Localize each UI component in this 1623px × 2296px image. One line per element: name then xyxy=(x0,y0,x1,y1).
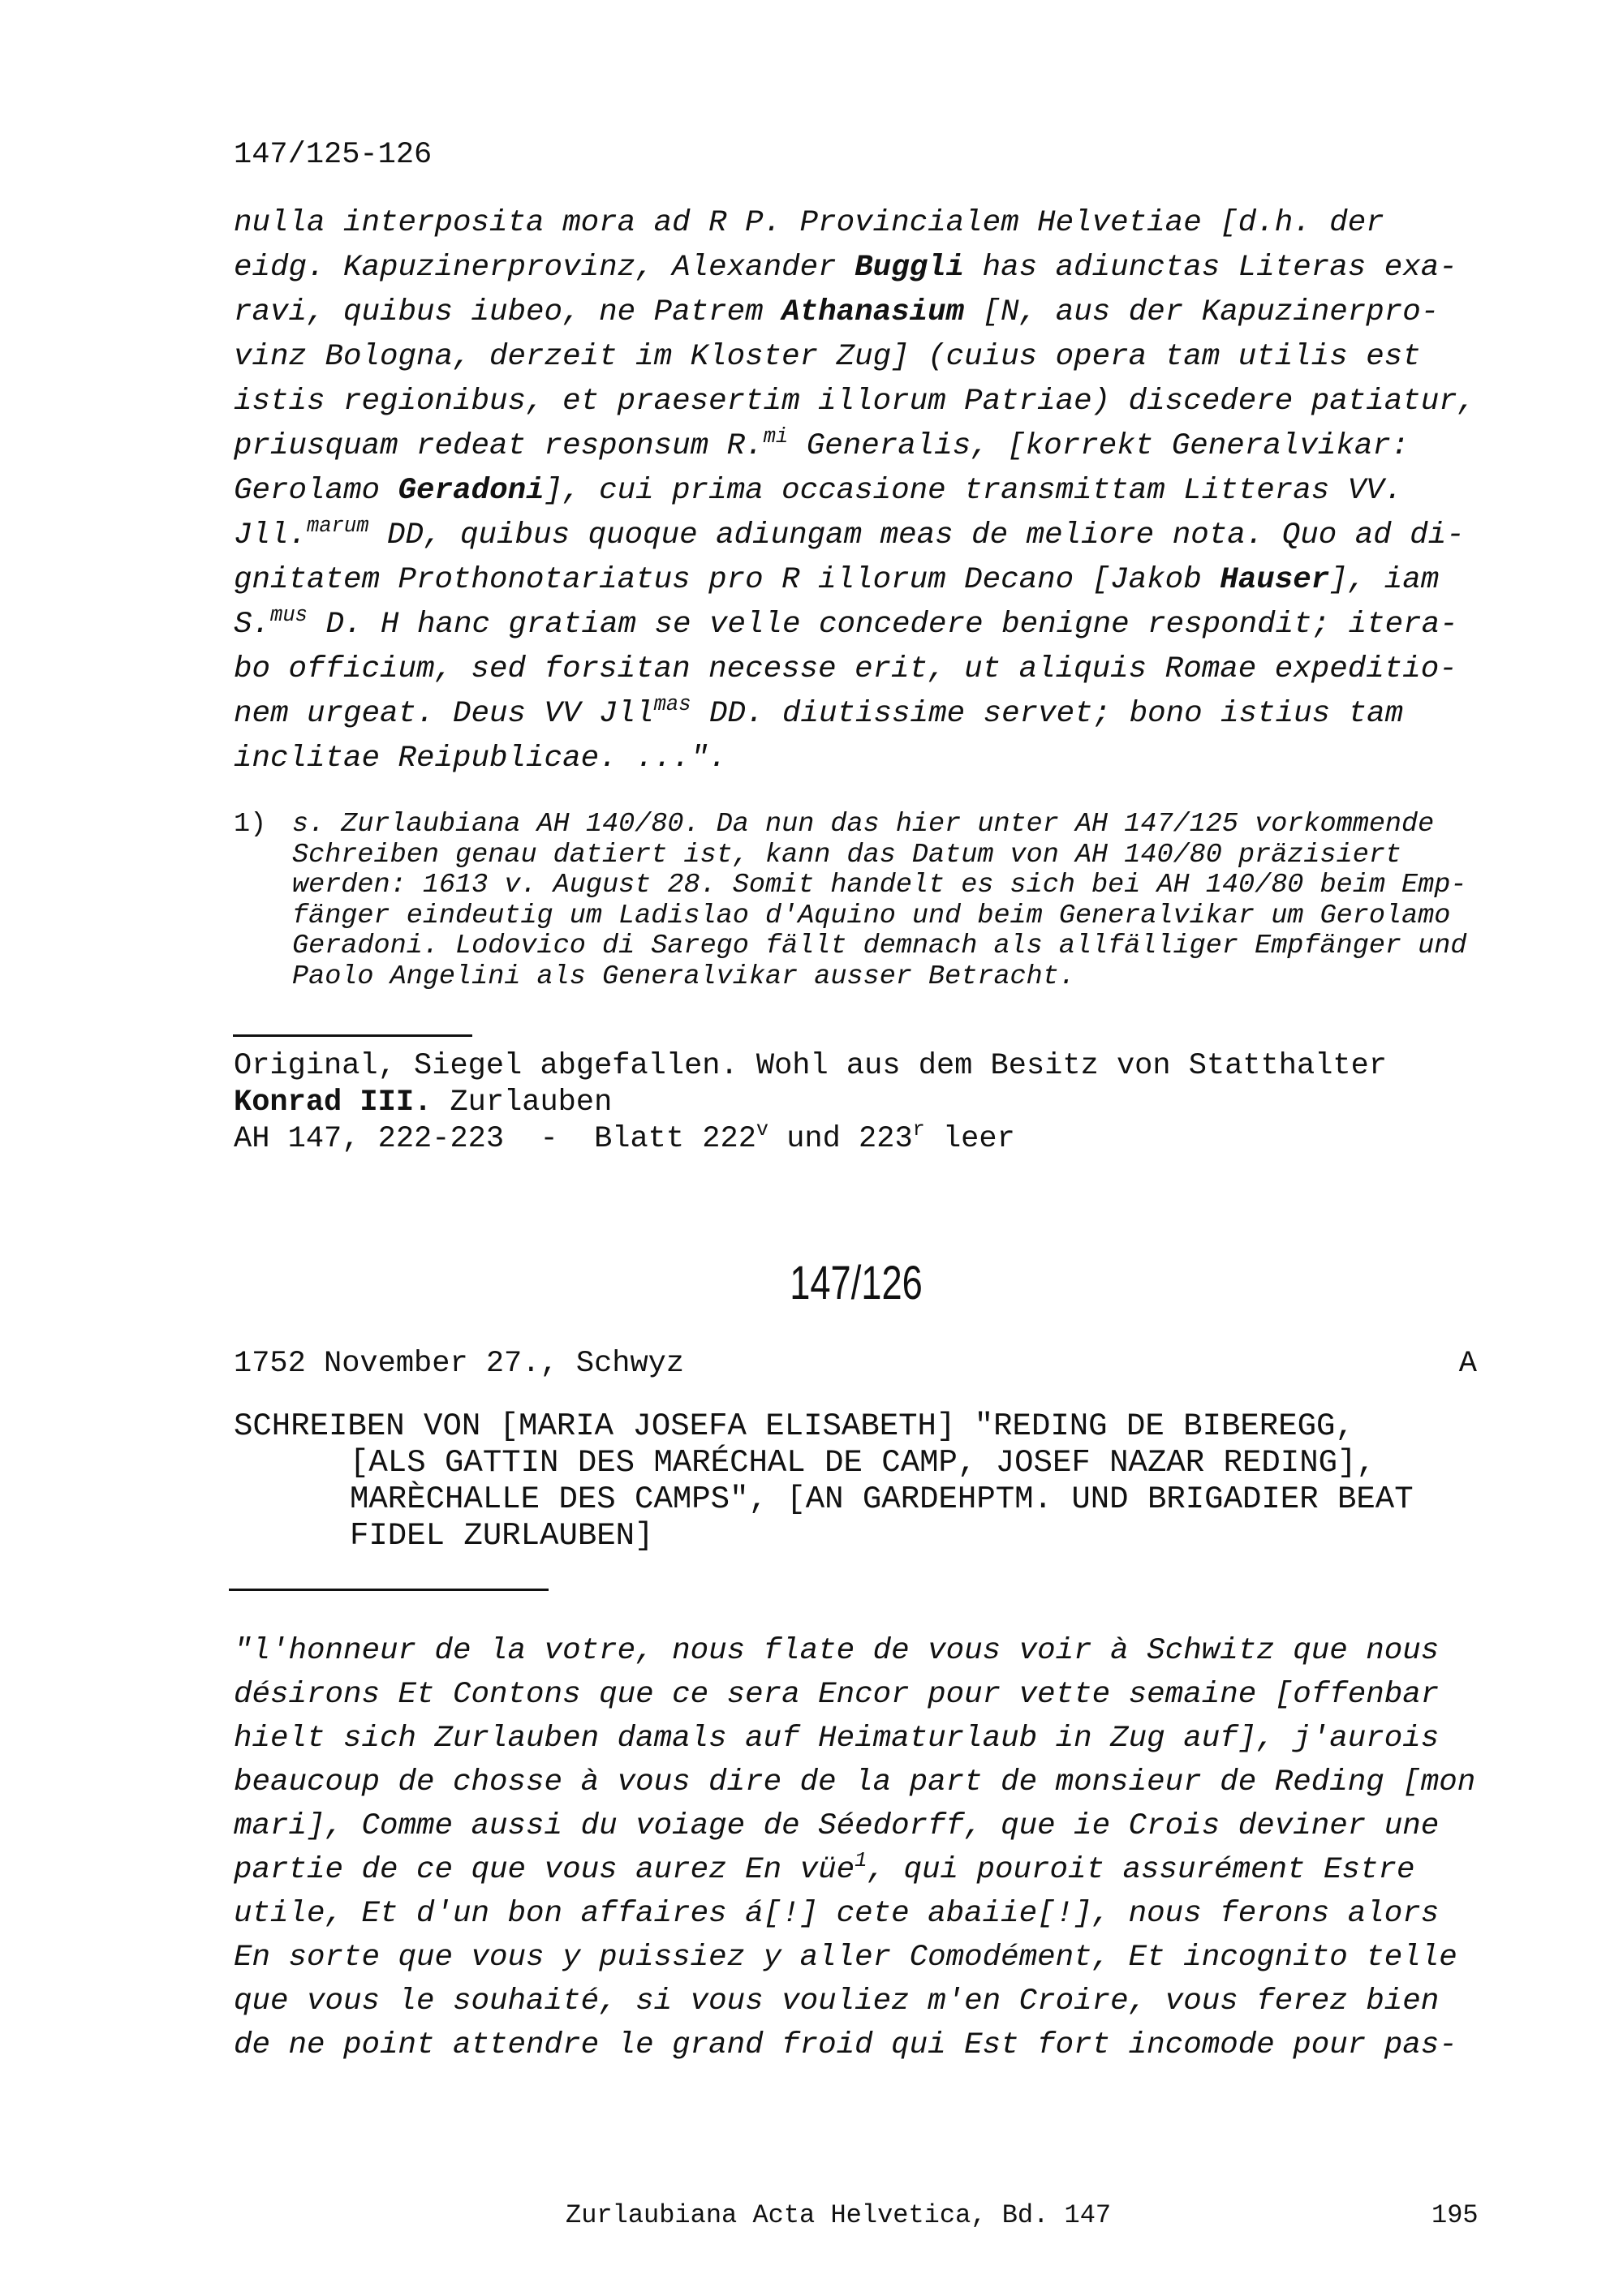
text-line xyxy=(234,2023,1475,2067)
superscript: mus xyxy=(270,603,308,627)
bold-name: Geradoni xyxy=(398,474,545,508)
text-run: Geradoni. Lodovico di Sarego fällt demnach als allfälliger Empfänger und xyxy=(292,931,1467,961)
letter-text xyxy=(234,1629,1475,2067)
text-run: de ne point attendre le grand froid qui Est fort incomode pour pas- xyxy=(234,2028,1457,2062)
footnote-number: 1) xyxy=(234,809,267,840)
text-run: partie de ce que vous aurez En vüe xyxy=(234,1853,855,1887)
text-run: leer xyxy=(924,1122,1015,1156)
text-line xyxy=(234,424,1475,469)
divider xyxy=(229,1589,549,1591)
text-run: s. Zurlaubiana AH 140/80. Da nun das hier unter AH 147/125 vorkommende xyxy=(292,809,1435,840)
text-line xyxy=(234,1673,1475,1717)
text-line xyxy=(234,1761,1475,1804)
text-line xyxy=(234,1804,1475,1848)
text-run: D. H hanc gratiam se velle concedere benigne respondit; itera- xyxy=(307,608,1458,642)
footnote xyxy=(234,810,1466,992)
footnote-text xyxy=(292,810,1466,992)
text-line xyxy=(234,1445,1414,1481)
text-run: Jll. xyxy=(234,518,308,553)
text-run: nem urgeat. Deus VV Jll xyxy=(234,697,654,731)
superscript: r xyxy=(912,1118,925,1142)
text-line xyxy=(234,380,1475,424)
entry-heading xyxy=(234,1408,1414,1554)
text-run: DD, quibus quoque adiungam meas de meliore nota. Quo ad di- xyxy=(368,518,1465,553)
letter-text-continued xyxy=(234,201,1475,781)
text-run: Gerolamo xyxy=(234,474,398,508)
bold-name: Hauser xyxy=(1220,563,1330,597)
entry-date-place: 1752 November 27., Schwyz xyxy=(234,1347,685,1381)
text-run: werden: 1613 v. August 28. Somit handelt es sich bei AH 140/80 beim Emp- xyxy=(292,870,1467,901)
text-run: que vous le souhaité, si vous vouliez m'en Croire, vous ferez bien xyxy=(234,1984,1440,2019)
superscript: mi xyxy=(763,424,789,449)
text-run: bo officium, sed forsitan necesse erit, ut aliquis Romae expeditio- xyxy=(234,652,1457,686)
text-run: S. xyxy=(234,608,271,642)
text-line xyxy=(234,1481,1414,1518)
text-line xyxy=(292,962,1466,993)
superscript: v xyxy=(756,1118,769,1142)
text-run: Schreiben genau datiert ist, kann das Datum von AH 140/80 präzisiert xyxy=(292,839,1402,871)
text-run: gnitatem Prothonotariatus pro R illorum Decano [Jakob xyxy=(234,563,1220,597)
text-line xyxy=(234,737,1475,781)
superscript: marum xyxy=(307,514,369,538)
text-run: FIDEL ZURLAUBEN] xyxy=(350,1518,654,1554)
bold-name: Athanasium xyxy=(781,295,965,329)
text-run: Generalis, [korrekt Generalvikar: xyxy=(788,429,1410,463)
text-run: priusquam redeat responsum R. xyxy=(234,429,764,463)
text-line xyxy=(234,246,1475,290)
text-line xyxy=(234,1408,1414,1445)
text-run: désirons Et Contons que ce sera Encor pour vette semaine [offenbar xyxy=(234,1678,1440,1712)
text-line xyxy=(234,290,1475,335)
bold-name: Buggli xyxy=(855,251,965,285)
text-run: inclitae Reipublicae. ...". xyxy=(234,742,727,776)
text-line xyxy=(234,647,1475,692)
page-header-reference: 147/125-126 xyxy=(234,138,433,172)
text-line xyxy=(234,558,1475,603)
text-run: ravi, quibus iubeo, ne Patrem xyxy=(234,295,782,329)
text-line xyxy=(234,1085,1387,1121)
text-line xyxy=(234,1980,1475,2023)
text-line xyxy=(292,871,1466,901)
text-run: Paolo Angelini als Generalvikar ausser Betracht. xyxy=(292,961,1075,992)
superscript: mas xyxy=(653,692,691,716)
source-note xyxy=(234,1048,1387,1158)
text-run: Original, Siegel abgefallen. Wohl aus dem Besitz von Statthalter xyxy=(234,1049,1388,1083)
page-number: 195 xyxy=(1431,2200,1479,2230)
text-run: nulla interposita mora ad R P. Provincialem Helvetiae [d.h. der xyxy=(234,206,1384,240)
text-run: istis regionibus, et praesertim illorum Patriae) discedere patiatur, xyxy=(234,385,1476,419)
footer-publication: Zurlaubiana Acta Helvetica, Bd. 147 xyxy=(566,2200,1112,2230)
entry-number: 147/126 xyxy=(790,1257,923,1309)
text-run: Zurlauben xyxy=(432,1086,613,1120)
text-run: ], iam xyxy=(1329,563,1440,597)
text-run: DD. diutissime servet; bono istius tam xyxy=(691,697,1404,731)
text-run: und 223 xyxy=(768,1122,913,1156)
text-run: hielt sich Zurlauben damals auf Heimaturlaub in Zug auf], j'aurois xyxy=(234,1722,1440,1756)
text-run: "l'honneur de la votre, nous flate de vous voir à Schwitz que nous xyxy=(234,1634,1440,1668)
text-line xyxy=(234,1848,1475,1892)
text-run: has adiunctas Literas exa- xyxy=(964,251,1457,285)
text-line xyxy=(234,1936,1475,1980)
text-run: [ALS GATTIN DES MARÉCHAL DE CAMP, JOSEF NAZAR REDING], xyxy=(350,1445,1375,1481)
superscript: 1 xyxy=(855,1848,867,1872)
text-line xyxy=(234,1629,1475,1673)
text-line xyxy=(292,901,1466,932)
text-run: vinz Bologna, derzeit im Kloster Zug] (cuius opera tam utilis est xyxy=(234,340,1421,374)
text-run: fänger eindeutig um Ladislao d'Aquino und beim Generalvikar um Gerolamo xyxy=(292,900,1451,931)
text-line xyxy=(234,201,1475,246)
text-line xyxy=(234,1892,1475,1936)
text-line xyxy=(234,1048,1387,1085)
text-line xyxy=(234,514,1475,558)
bold-name: Konrad III. xyxy=(234,1086,433,1120)
text-line xyxy=(292,841,1466,871)
divider xyxy=(233,1034,472,1037)
entry-date-line xyxy=(234,1347,1477,1381)
text-run: SCHREIBEN VON [MARIA JOSEFA ELISABETH] "REDING DE BIBEREGG, xyxy=(234,1408,1354,1444)
text-run: , qui pouroit assurément Estre xyxy=(867,1853,1415,1887)
text-run: AH 147, 222-223 - Blatt 222 xyxy=(234,1122,756,1156)
text-run: beaucoup de chosse à vous dire de la part de monsieur de Reding [mon xyxy=(234,1765,1476,1799)
text-line xyxy=(234,603,1475,647)
text-line xyxy=(234,1717,1475,1761)
text-run: eidg. Kapuzinerprovinz, Alexander xyxy=(234,251,855,285)
text-line xyxy=(234,335,1475,380)
entry-type-mark: A xyxy=(1458,1347,1477,1381)
text-run: [N, aus der Kapuzinerpro- xyxy=(964,295,1440,329)
text-run: En sorte que vous y puissiez y aller Comodément, Et incognito telle xyxy=(234,1941,1457,1975)
text-line xyxy=(234,1518,1414,1554)
text-run: ], cui prima occasione transmittam Litteras VV. xyxy=(544,474,1403,508)
text-run: mari], Comme aussi du voiage de Séedorff, que ie Crois deviner une xyxy=(234,1809,1440,1843)
text-line xyxy=(234,469,1475,514)
text-line xyxy=(292,810,1466,841)
text-line xyxy=(234,692,1475,737)
text-run: utile, Et d'un bon affaires á[!] cete abaiie[!], nous ferons alors xyxy=(234,1897,1440,1931)
text-run: MARÈCHALLE DES CAMPS", [AN GARDEHPTM. UND BRIGADIER BEAT xyxy=(350,1481,1414,1517)
text-line xyxy=(234,1118,1387,1158)
text-line xyxy=(292,931,1466,962)
